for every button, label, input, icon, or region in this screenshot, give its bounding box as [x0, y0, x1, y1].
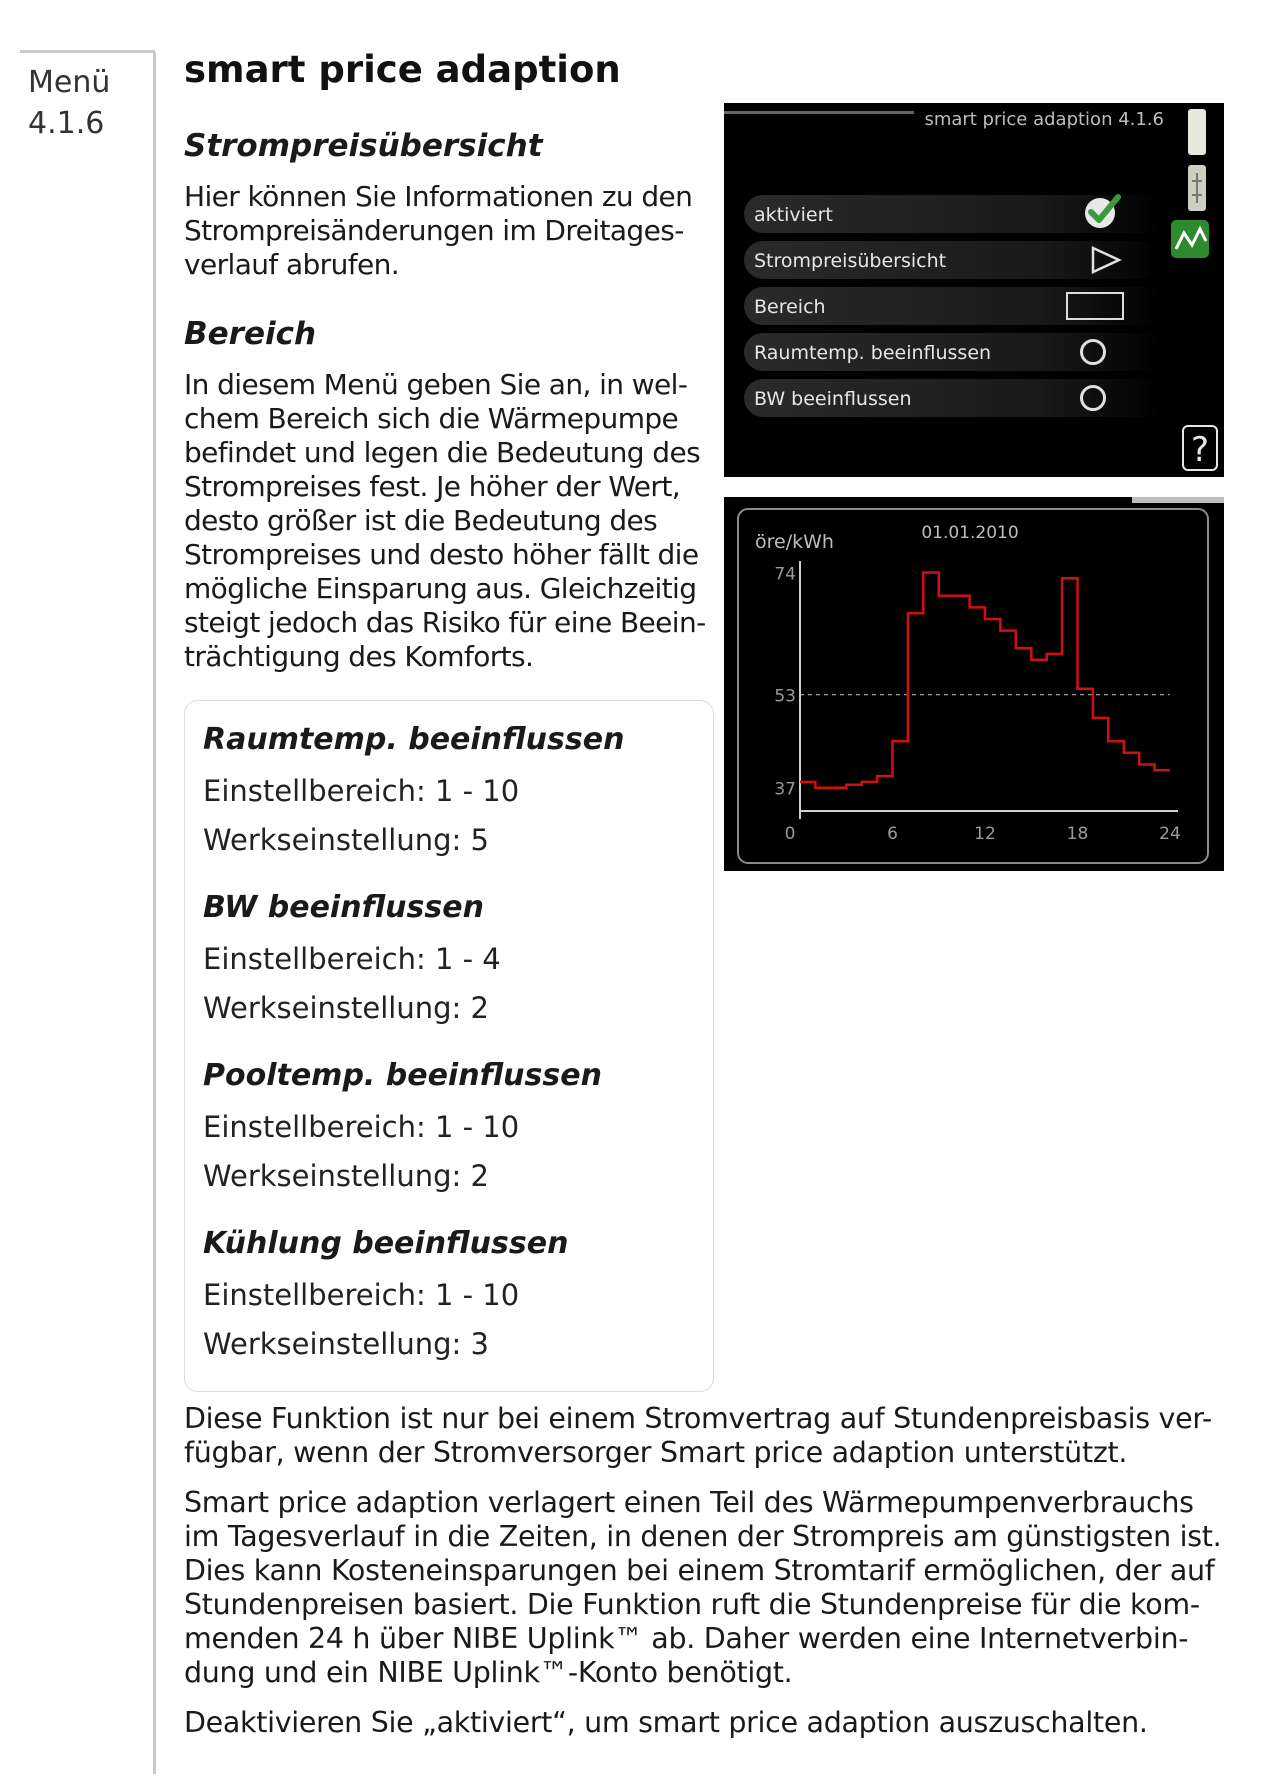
text-line: In diesem Menü geben Sie an, in wel- — [184, 368, 688, 401]
help-icon[interactable]: ? — [1182, 425, 1218, 471]
text-line: Deaktivieren Sie „aktiviert“, um smart price adaption auszuschalten. — [184, 1706, 1148, 1739]
row-label: BW beeinflussen — [754, 388, 912, 410]
text-line: steigt jedoch das Risiko für eine Beein- — [184, 606, 706, 639]
setting-pooltemp — [203, 1049, 703, 1201]
x-tick-label: 0 — [784, 824, 796, 844]
device-screen-menu — [724, 103, 1224, 477]
menu-number: 4.1.6 — [28, 106, 105, 141]
paragraph-description — [184, 1486, 1234, 1690]
row-label: Strompreisübersicht — [754, 250, 947, 272]
text-line: dung und ein NIBE Uplink™-Konto benötigt. — [184, 1656, 793, 1689]
setting-default: Werkseinstellung: 2 — [203, 991, 489, 1025]
section-strompreisuebersicht-text — [184, 180, 716, 282]
text-line: desto größer ist die Bedeutung des — [184, 504, 658, 537]
menu-row-raumtemp[interactable] — [744, 333, 1164, 371]
x-tick-label: 18 — [1066, 824, 1089, 844]
menu-divider — [153, 52, 156, 1774]
text-line: Strompreises und desto höher fällt die — [184, 538, 699, 571]
text-line: Diese Funktion ist nur bei einem Stromvertrag auf Stundenpreisbasis ver- — [184, 1402, 1212, 1435]
scroll-position-icon — [1184, 163, 1210, 213]
section-bereich-heading — [184, 316, 716, 352]
text-line: chem Bereich sich die Wärmepumpe — [184, 402, 679, 435]
setting-range: Einstellbereich: 1 - 10 — [203, 774, 520, 808]
y-tick-label: 37 — [774, 779, 796, 800]
text-line: menden 24 h über NIBE Uplink™ ab. Daher werden eine Internetverbin- — [184, 1622, 1189, 1655]
checkmark-icon[interactable] — [1082, 191, 1124, 231]
settings-box — [184, 700, 714, 1392]
section-strompreisuebersicht-heading — [184, 128, 716, 164]
paragraph-availability — [184, 1402, 1234, 1470]
text-line: im Tagesverlauf in die Zeiten, in denen der Strompreis am günstigsten ist. — [184, 1520, 1222, 1553]
setting-title: Pooltemp. beeinflussen — [203, 1058, 602, 1093]
section-heading: Bereich — [184, 316, 317, 352]
text-line: Smart price adaption verlagert einen Teil des Wärmepumpenverbrauchs — [184, 1486, 1194, 1519]
menu-reference — [28, 62, 110, 144]
price-series-line — [800, 573, 1170, 788]
setting-raumtemp — [203, 713, 703, 865]
setting-range: Einstellbereich: 1 - 4 — [203, 942, 501, 976]
play-arrow-icon[interactable] — [1090, 245, 1122, 275]
x-tick-label: 6 — [887, 824, 898, 844]
setting-default: Werkseinstellung: 3 — [203, 1327, 489, 1361]
graph-tab-icon[interactable] — [1170, 219, 1210, 259]
row-label: Bereich — [754, 296, 826, 318]
text-line: Hier können Sie Informationen zu den — [184, 180, 693, 213]
bereich-value-box[interactable] — [1066, 292, 1124, 320]
screen-top-indicator — [1132, 497, 1224, 503]
chart-ylabel: öre/kWh — [755, 531, 834, 553]
section-heading: Strompreisübersicht — [184, 128, 543, 164]
text-line: fügbar, wenn der Stromversorger Smart price adaption unterstützt. — [184, 1436, 1128, 1469]
paragraph-deactivate — [184, 1706, 1234, 1740]
screen-top-line — [724, 111, 914, 114]
chart-title: 01.01.2010 — [921, 523, 1019, 543]
menu-row-bereich[interactable] — [744, 287, 1164, 325]
text-line: Strompreises fest. Je höher der Wert, — [184, 470, 681, 503]
menu-row-strompreisuebersicht[interactable] — [744, 241, 1164, 279]
setting-kuehlung — [203, 1217, 703, 1369]
text-line: befindet und legen die Bedeutung des — [184, 436, 701, 469]
row-label: aktiviert — [754, 204, 833, 226]
x-tick-label: 12 — [974, 824, 996, 844]
setting-title: BW beeinflussen — [203, 890, 484, 925]
y-tick-label: 53 — [774, 686, 796, 707]
price-chart — [724, 497, 1224, 871]
text-line: verlauf abrufen. — [184, 248, 400, 281]
bw-radio-button[interactable] — [1080, 385, 1106, 411]
menu-row-bw[interactable] — [744, 379, 1164, 417]
setting-bw — [203, 881, 703, 1033]
setting-range: Einstellbereich: 1 - 10 — [203, 1278, 520, 1312]
setting-default: Werkseinstellung: 2 — [203, 1159, 489, 1193]
section-bereich-text — [184, 368, 716, 674]
scrollbar-icon[interactable] — [1184, 107, 1210, 157]
row-label: Raumtemp. beeinflussen — [754, 342, 992, 364]
setting-default: Werkseinstellung: 5 — [203, 823, 489, 857]
text-line: mögliche Einsparung aus. Gleichzeitig — [184, 572, 697, 605]
setting-title: Raumtemp. beeinflussen — [203, 722, 625, 757]
setting-range: Einstellbereich: 1 - 10 — [203, 1110, 520, 1144]
menu-row-aktiviert[interactable] — [744, 195, 1164, 233]
text-line: trächtigung des Komforts. — [184, 640, 534, 673]
page-title: smart price adaption — [184, 48, 621, 91]
device-screen-chart — [724, 497, 1224, 871]
menu-label: Menü — [28, 65, 111, 100]
text-line: Dies kann Kosteneinsparungen bei einem Stromtarif ermöglichen, der auf — [184, 1554, 1215, 1587]
setting-title: Kühlung beeinflussen — [203, 1226, 569, 1261]
screen-title: smart price adaption 4.1.6 — [924, 109, 1164, 130]
raumtemp-radio-button[interactable] — [1080, 339, 1106, 365]
chart-frame — [738, 509, 1208, 863]
text-line: Strompreisänderungen im Dreitages- — [184, 214, 684, 247]
menu-top-rule — [20, 50, 155, 53]
text-line: Stundenpreisen basiert. Die Funktion ruft die Stundenpreise für die kom- — [184, 1588, 1200, 1621]
x-tick-label: 24 — [1159, 824, 1181, 844]
y-tick-label: 74 — [774, 564, 796, 585]
